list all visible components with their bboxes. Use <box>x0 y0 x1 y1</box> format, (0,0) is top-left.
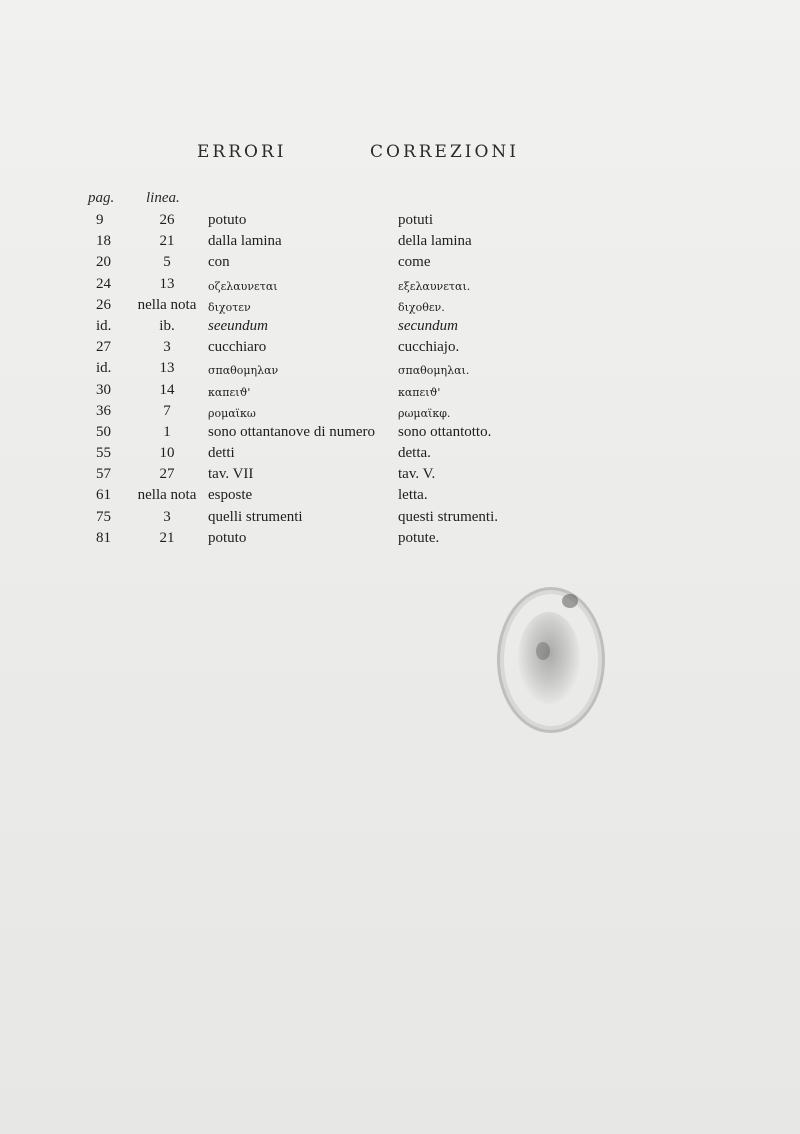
column-header-pag: pag. <box>88 190 115 206</box>
error-text: seeundum <box>208 317 268 334</box>
errata-row <box>0 466 800 487</box>
errata-row <box>0 233 800 254</box>
page-number: id. <box>96 317 112 334</box>
line-number: 14 <box>159 381 175 398</box>
errata-row <box>0 297 800 318</box>
errata-row <box>0 212 800 233</box>
errata-row <box>0 360 800 381</box>
correction-text: διχοθεν. <box>398 300 445 314</box>
correction-text: ρωμαϊκφ. <box>398 406 451 420</box>
errata-row <box>0 445 800 466</box>
line-number: 27 <box>159 466 175 483</box>
error-text: σπαθομηλαν <box>208 364 279 378</box>
library-stamp-icon <box>497 587 605 733</box>
errata-row <box>0 318 800 339</box>
error-text: esposte <box>208 487 253 504</box>
page-number: 27 <box>96 339 111 356</box>
correction-text: σπαθομηλαι. <box>398 364 470 378</box>
line-number: 7 <box>163 402 171 419</box>
page-number: 24 <box>96 275 111 292</box>
correction-text: sono ottantotto. <box>398 423 492 440</box>
page-number: 75 <box>96 508 111 525</box>
correction-text: potuti <box>398 212 434 228</box>
errata-row <box>0 424 800 445</box>
page-number: 81 <box>96 529 111 546</box>
correction-text: εξελαυνεται. <box>398 279 471 293</box>
error-text: dalla lamina <box>208 233 282 250</box>
page-number: 50 <box>96 423 111 440</box>
heading-correzioni: CORREZIONI <box>370 142 520 162</box>
line-number: 21 <box>159 233 175 250</box>
error-text: ρομαϊκω <box>208 406 256 420</box>
errata-row <box>0 509 800 530</box>
correction-text: cucchiajo. <box>398 339 460 356</box>
line-number: ib. <box>159 317 175 334</box>
correction-text: letta. <box>398 487 428 504</box>
errata-table <box>0 212 800 551</box>
errata-row <box>0 403 800 424</box>
page-number: 57 <box>96 466 111 483</box>
heading-errori: ERRORI <box>197 142 287 162</box>
line-number: nella nota <box>137 487 197 504</box>
page-number: 26 <box>96 296 111 313</box>
line-number: 13 <box>159 275 175 292</box>
correction-text: come <box>398 254 431 271</box>
line-number: nella nota <box>137 296 197 313</box>
error-text: καπειϑ' <box>208 385 251 399</box>
line-number: 5 <box>163 254 171 271</box>
page-number: 30 <box>96 381 111 398</box>
line-number: 3 <box>163 339 171 356</box>
error-text: detti <box>208 445 235 462</box>
correction-text: della lamina <box>398 233 472 250</box>
page-number: id. <box>96 360 112 377</box>
page-number: 36 <box>96 402 111 419</box>
errata-row <box>0 382 800 403</box>
page-number: 18 <box>96 233 111 250</box>
line-number: 21 <box>159 529 175 546</box>
correction-text: potute. <box>398 529 440 546</box>
error-text: sono ottantanove di numero <box>208 423 376 440</box>
line-number: 1 <box>163 423 171 440</box>
error-text: con <box>208 254 230 271</box>
line-number: 13 <box>159 360 175 377</box>
correction-text: detta. <box>398 445 431 462</box>
correction-text: tav. V. <box>398 466 436 483</box>
error-text: οζελαυνεται <box>208 279 278 293</box>
correction-text: καπειϑ' <box>398 385 441 399</box>
error-text: potuto <box>208 212 247 228</box>
page-number: 55 <box>96 445 111 462</box>
column-header-linea: linea. <box>146 190 180 206</box>
line-number: 10 <box>159 445 175 462</box>
error-text: cucchiaro <box>208 339 267 356</box>
errata-row <box>0 254 800 275</box>
errata-row <box>0 339 800 360</box>
errata-row <box>0 276 800 297</box>
line-number: 26 <box>159 212 175 228</box>
error-text: quelli strumenti <box>208 508 303 525</box>
error-text: tav. VII <box>208 466 254 483</box>
error-text: potuto <box>208 529 247 546</box>
page-number: 9 <box>96 212 104 228</box>
error-text: διχοτεν <box>208 300 251 314</box>
errata-row <box>0 487 800 508</box>
correction-text: secundum <box>398 317 458 334</box>
page-number: 61 <box>96 487 111 504</box>
correction-text: questi strumenti. <box>398 508 498 525</box>
line-number: 3 <box>163 508 171 525</box>
page-number: 20 <box>96 254 111 271</box>
errata-row <box>0 530 800 551</box>
